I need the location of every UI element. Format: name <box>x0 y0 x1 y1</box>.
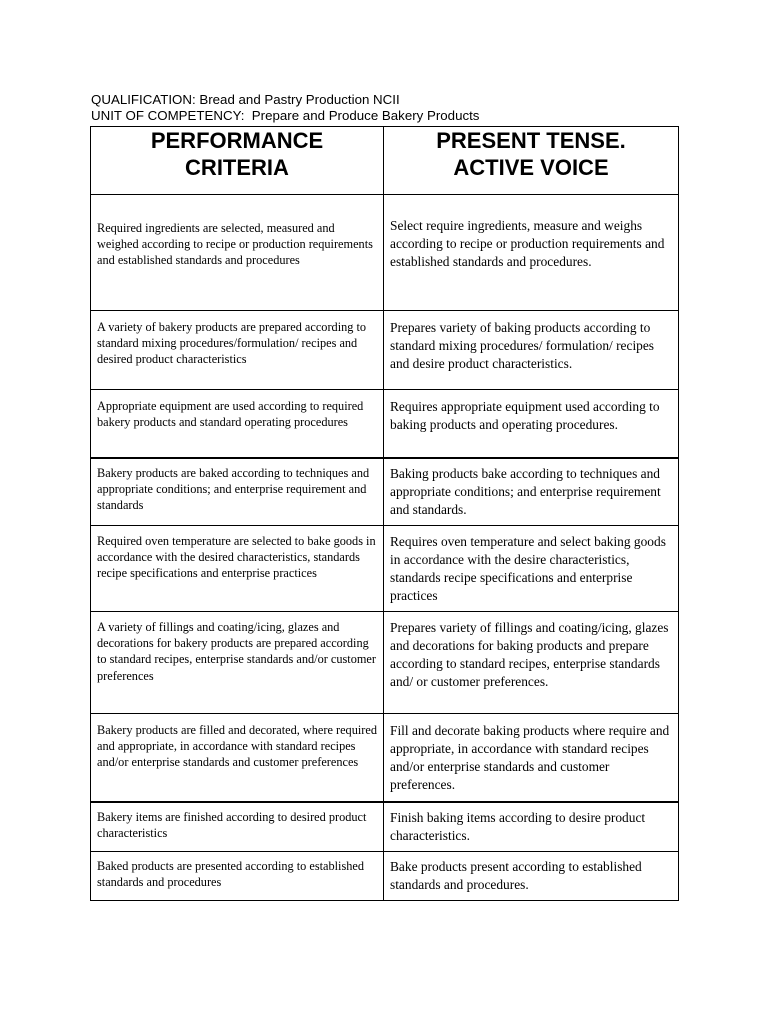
active-voice-cell <box>384 195 679 311</box>
active-voice-text: Prepares variety of fillings and coating/icing, glazes and decorations for baking products and prepare according to standard recipes, enterprise standards and/ or customer preferences. <box>390 620 669 689</box>
active-voice-text: Requires appropriate equipment used according to baking products and operating procedures. <box>390 399 660 432</box>
table-header-row <box>91 127 679 195</box>
criteria-cell <box>91 458 384 526</box>
active-voice-text: Fill and decorate baking products where require and appropriate, in accordance with standard recipes and/or enterprise standards and customer preferences. <box>390 723 670 792</box>
criteria-cell <box>91 390 384 459</box>
active-voice-cell <box>384 612 679 714</box>
criteria-text: Required oven temperature are selected to bake goods in accordance with the desired characteristics, standards recipe specifications and enterprise practices <box>97 534 376 581</box>
criteria-text: A variety of bakery products are prepared according to standard mixing procedures/formulation/ recipes and desired product characteristics <box>97 320 367 367</box>
unit-of-competency-line: UNIT OF COMPETENCY: Prepare and Produce Bakery Products <box>91 108 480 123</box>
table-row <box>91 714 679 803</box>
criteria-text: A variety of fillings and coating/icing, glazes and decorations for bakery products are prepared according to standard recipes, enterprise standards and/or customer preferences <box>97 620 376 683</box>
criteria-text: Bakery items are finished according to desired product characteristics <box>97 810 367 841</box>
criteria-text: Baked products are presented according to established standards and procedures <box>97 859 365 890</box>
active-voice-text: Prepares variety of baking products according to standard mixing procedures/ formulation/ recipes and desire product characteristics. <box>390 320 655 371</box>
active-voice-text: Select require ingredients, measure and weighs according to recipe or production requirements and established standards and procedures. <box>390 218 665 269</box>
performance-criteria-header: PERFORMANCE CRITERIA <box>91 127 384 195</box>
criteria-text: Bakery products are filled and decorated, where required and appropriate, in accordance with standard recipes and/or enterprise standards and customer preferences <box>97 723 377 770</box>
active-voice-text: Bake products present according to established standards and procedures. <box>390 859 642 892</box>
active-voice-cell <box>384 714 679 803</box>
criteria-cell <box>91 195 384 311</box>
criteria-text: Required ingredients are selected, measured and weighed according to recipe or production requirements and established standards and procedures <box>97 221 373 268</box>
active-voice-cell <box>384 526 679 612</box>
criteria-cell <box>91 311 384 390</box>
active-voice-cell <box>384 458 679 526</box>
document-header <box>91 92 479 124</box>
active-voice-text: Finish baking items according to desire product characteristics. <box>390 810 646 843</box>
present-tense-active-voice-header: PRESENT TENSE. ACTIVE VOICE <box>384 127 679 195</box>
table-row <box>91 526 679 612</box>
table-row <box>91 390 679 459</box>
criteria-text: Bakery products are baked according to techniques and appropriate conditions; and enterprise requirement and standards <box>97 466 370 513</box>
active-voice-text: Requires oven temperature and select baking goods in accordance with the desire characteristics, standards recipe specifications and enterprise practices <box>390 534 666 603</box>
active-voice-cell <box>384 390 679 459</box>
active-voice-cell <box>384 311 679 390</box>
table-row <box>91 458 679 526</box>
table-row <box>91 612 679 714</box>
table-row <box>91 852 679 901</box>
table-row <box>91 802 679 852</box>
qualification-line: QUALIFICATION: Bread and Pastry Production NCII <box>91 92 400 107</box>
active-voice-cell <box>384 802 679 852</box>
criteria-cell <box>91 526 384 612</box>
criteria-cell <box>91 714 384 803</box>
active-voice-text: Baking products bake according to techniques and appropriate conditions; and enterprise requirement and standards. <box>390 466 661 517</box>
table-row <box>91 195 679 311</box>
criteria-cell <box>91 852 384 901</box>
performance-criteria-table <box>90 126 679 901</box>
criteria-cell <box>91 802 384 852</box>
active-voice-cell <box>384 852 679 901</box>
table-row <box>91 311 679 390</box>
criteria-cell <box>91 612 384 714</box>
criteria-text: Appropriate equipment are used according to required bakery products and standard operating procedures <box>97 399 364 430</box>
